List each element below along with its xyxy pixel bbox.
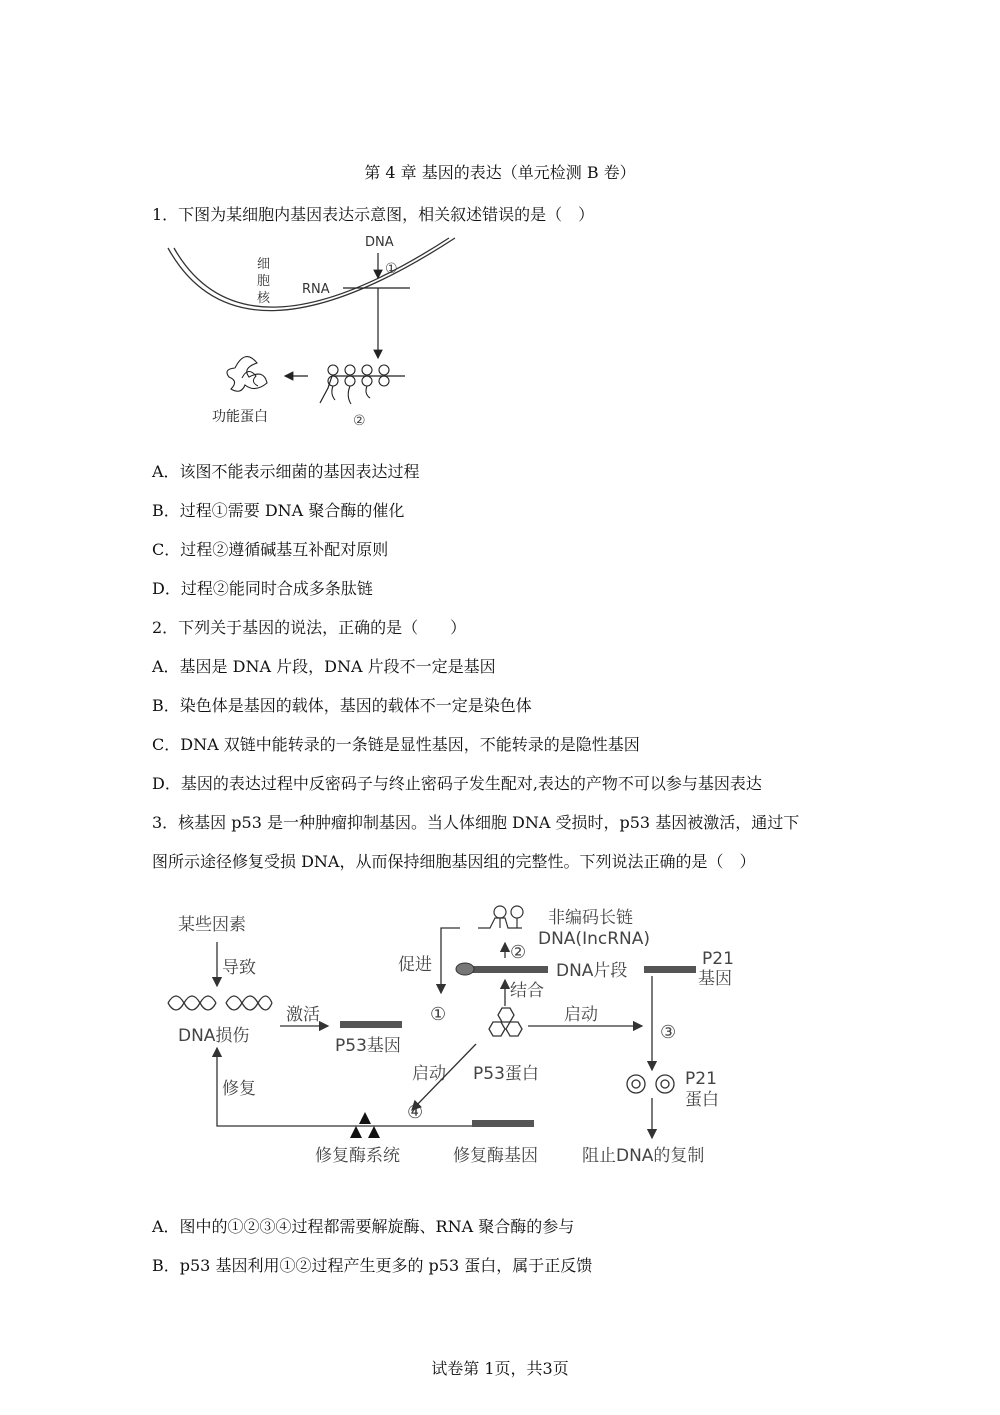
step-3-marker: ③ (660, 1022, 677, 1043)
promote-label: 促进 (398, 955, 432, 975)
p21-protein-label-line1: P21 (685, 1069, 717, 1089)
start-left-label: 启动 (412, 1064, 446, 1084)
p21-gene-label-line2: 基因 (698, 969, 732, 989)
q1-option-c: C．过程②遵循碱基互补配对原则 (152, 540, 389, 559)
question-2-stem: 2．下列关于基因的说法，正确的是（ ） (152, 618, 467, 637)
dna-label: DNA (365, 235, 394, 250)
lncrna-label-line2: DNA(IncRNA) (538, 929, 650, 949)
page-title: 第 4 章 基因的表达（单元检测 B 卷） (364, 163, 636, 182)
nucleus-char-1: 细 (257, 257, 271, 272)
question-3-stem-line1: 3．核基因 p53 是一种肿瘤抑制基因。当人体细胞 DNA 受损时，p53 基因被激活，通过下 (152, 813, 800, 832)
q1-option-a: A．该图不能表示细菌的基因表达过程 (152, 462, 420, 481)
block-replication-label: 阻止DNA的复制 (582, 1146, 705, 1166)
functional-protein-label: 功能蛋白 (212, 409, 268, 425)
step-1-label: ① (385, 261, 398, 277)
q2-option-d: D．基因的表达过程中反密码子与终止密码子发生配对,表达的产物不可以参与基因表达 (152, 774, 762, 793)
question-1-stem: 1．下图为某细胞内基因表达示意图，相关叙述错误的是（ ） (152, 205, 595, 224)
cause-label: 导致 (222, 958, 256, 978)
question-3-stem-line2: 图所示途径修复受损 DNA，从而保持细胞基因组的完整性。下列说法正确的是（ ） (152, 852, 756, 871)
activate-label: 激活 (286, 1005, 320, 1025)
dna-fragment-label: DNA片段 (556, 961, 628, 981)
q2-option-c: C．DNA 双链中能转录的一条链是显性基因，不能转录的是隐性基因 (152, 735, 640, 754)
bind-label: 结合 (510, 981, 544, 1001)
lncrna-label-line1: 非编码长链 (548, 908, 633, 928)
q2-option-a: A．基因是 DNA 片段，DNA 片段不一定是基因 (152, 657, 496, 676)
repair-gene-label: 修复酶基因 (453, 1146, 538, 1166)
step-2-label: ② (353, 413, 366, 429)
nucleus-char-2: 胞 (257, 274, 271, 289)
nucleus-char-3: 核 (257, 291, 271, 306)
step-2-marker: ② (510, 942, 527, 963)
q3-option-b: B．p53 基因利用①②过程产生更多的 p53 蛋白，属于正反馈 (152, 1256, 593, 1275)
q2-option-b: B．染色体是基因的载体，基因的载体不一定是染色体 (152, 696, 532, 715)
gene-expression-figure (160, 228, 470, 438)
step-4-marker: ④ (407, 1102, 424, 1123)
factors-label: 某些因素 (178, 915, 246, 935)
p21-protein-label-line2: 蛋白 (685, 1090, 719, 1110)
p53-protein-label: P53蛋白 (473, 1064, 539, 1084)
step-1-marker: ① (430, 1004, 447, 1025)
q1-option-b: B．过程①需要 DNA 聚合酶的催化 (152, 501, 405, 520)
p21-gene-label-line1: P21 (702, 949, 734, 969)
page-footer: 试卷第 1页，共3页 (431, 1359, 569, 1378)
p53-pathway-figure (160, 898, 760, 1178)
start-right-label: 启动 (564, 1005, 598, 1025)
p53-gene-label: P53基因 (335, 1036, 401, 1056)
repair-label: 修复 (222, 1079, 256, 1099)
dna-damage-label: DNA损伤 (178, 1026, 250, 1046)
q3-option-a: A．图中的①②③④过程都需要解旋酶、RNA 聚合酶的参与 (152, 1217, 575, 1236)
repair-system-label: 修复酶系统 (315, 1146, 400, 1166)
q1-option-d: D．过程②能同时合成多条肽链 (152, 579, 373, 598)
rna-label: RNA (302, 282, 330, 297)
